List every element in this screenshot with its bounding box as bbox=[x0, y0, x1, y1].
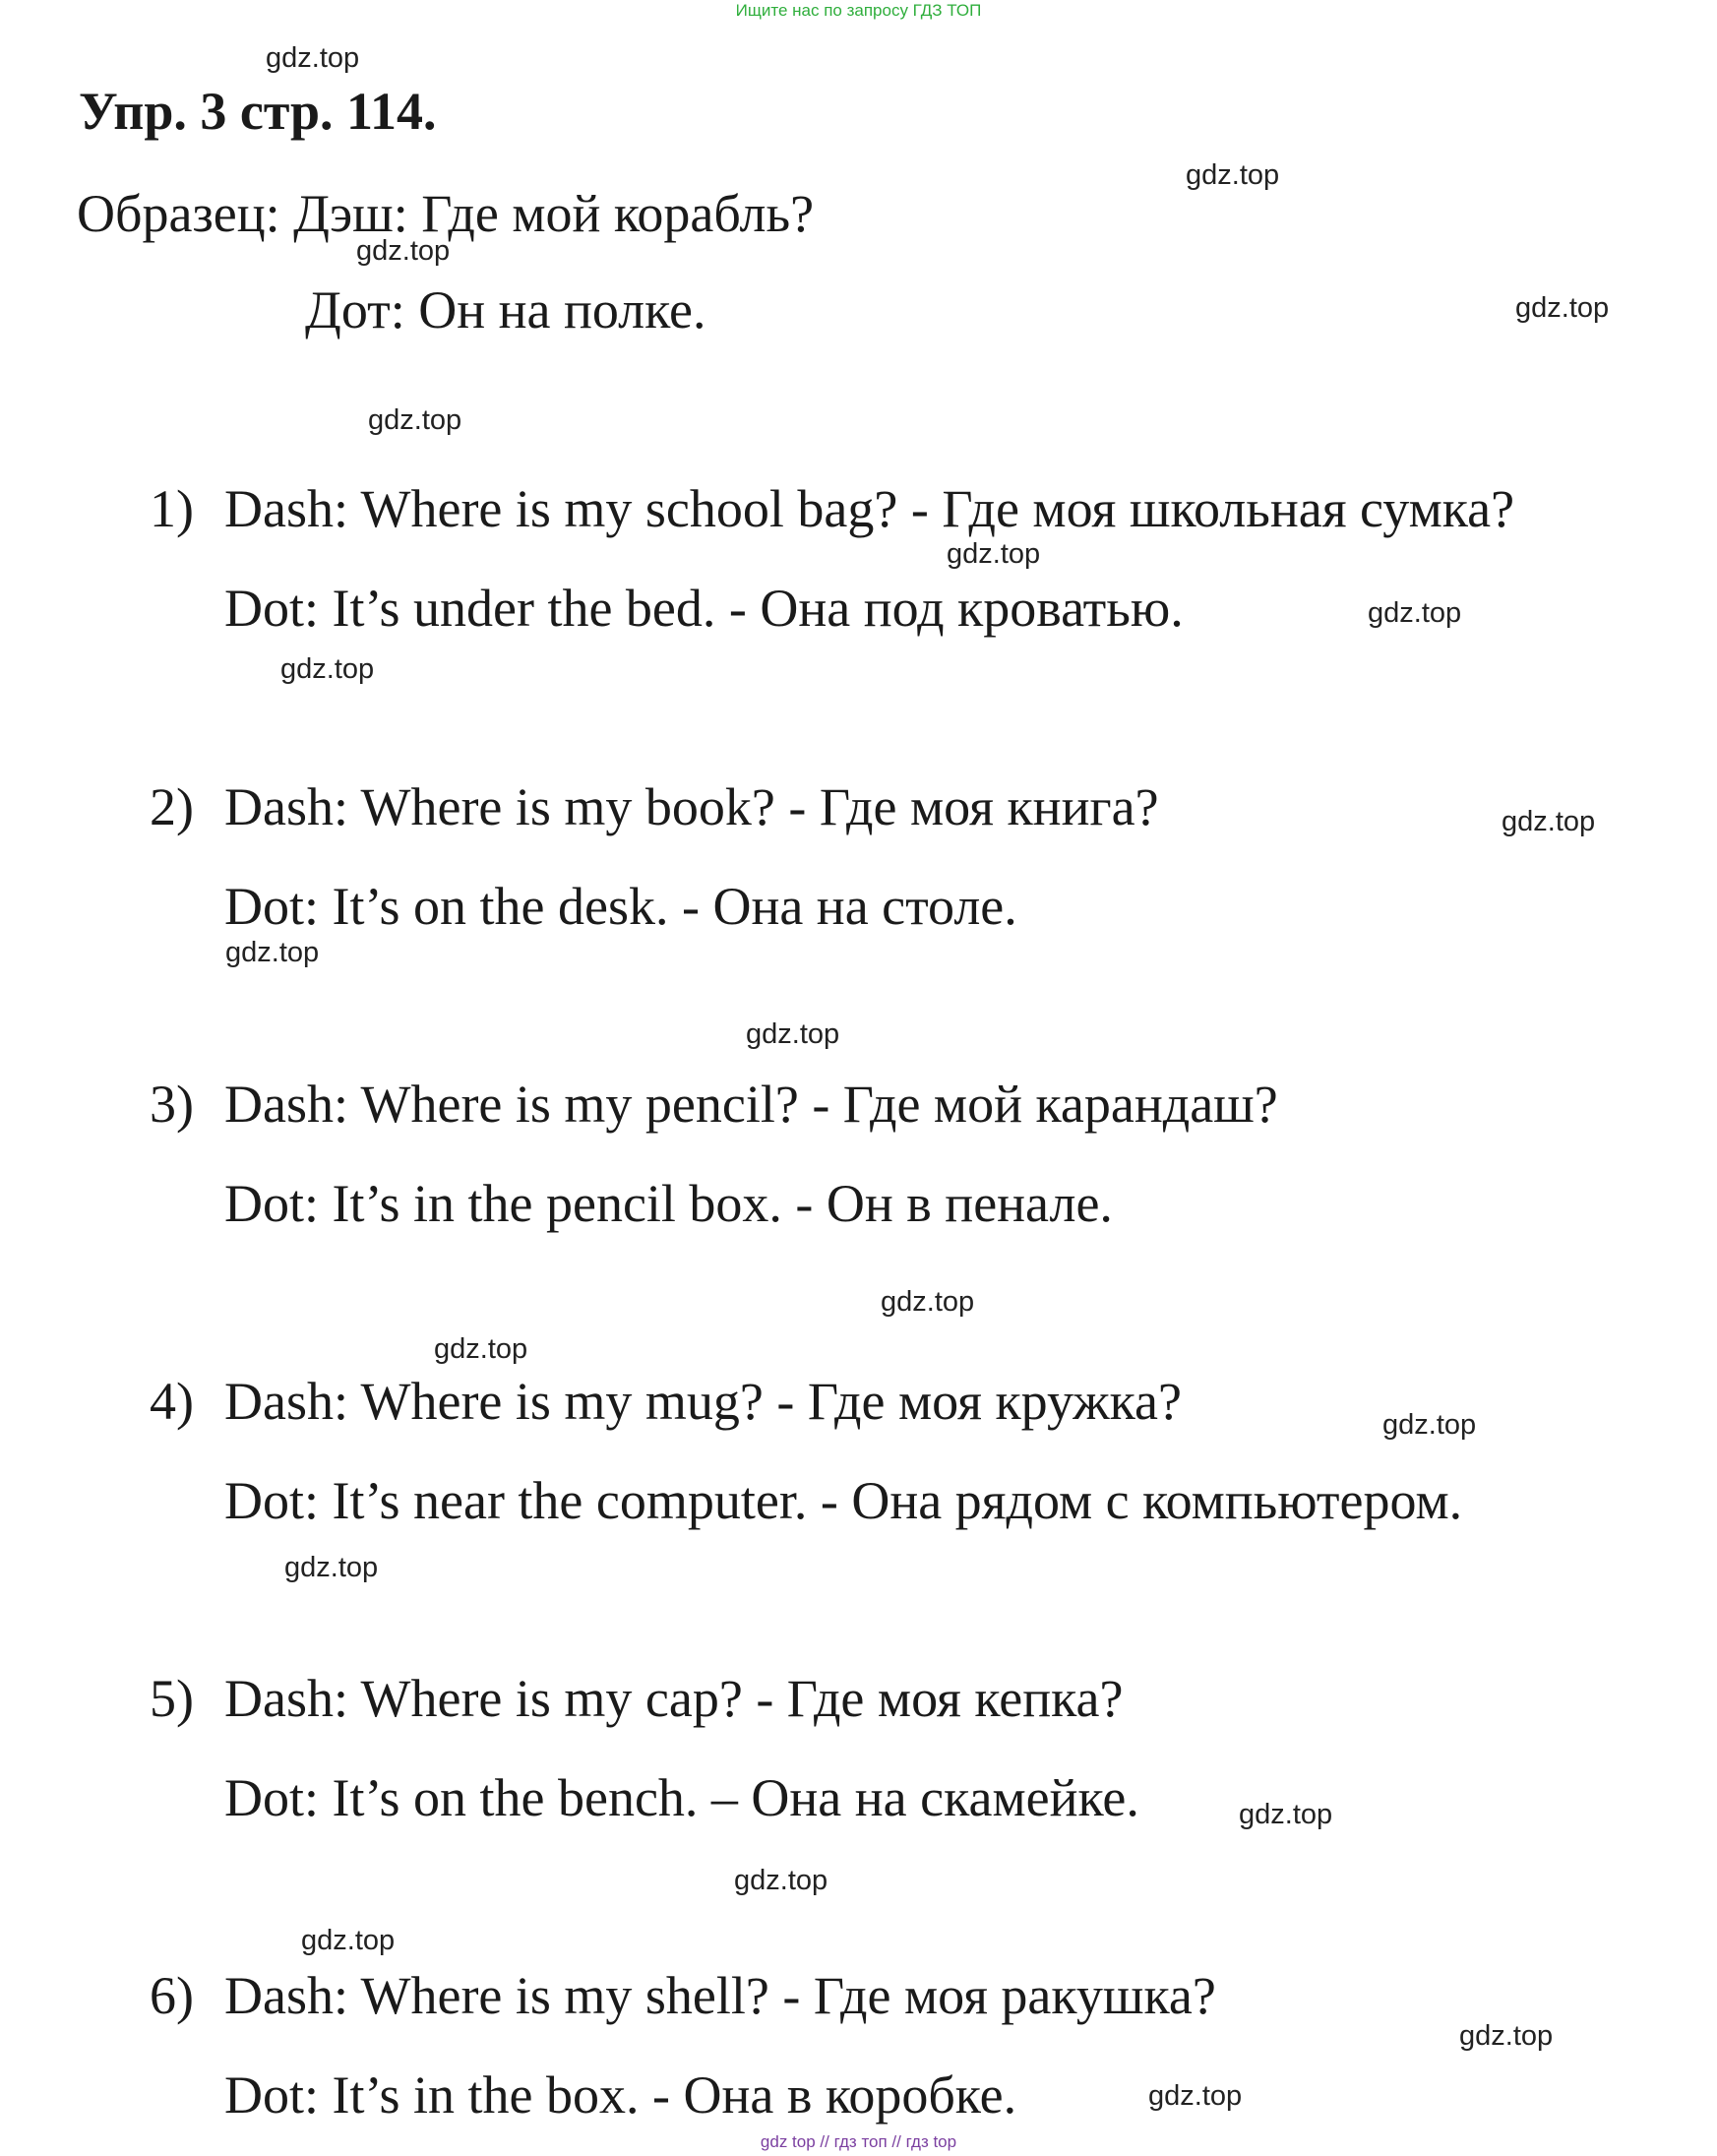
item-number: 6) bbox=[150, 1966, 194, 2025]
top-banner[interactable]: Ищите нас по запросу ГДЗ ТОП bbox=[735, 1, 982, 20]
footer[interactable]: gdz top // гдз топ // гдз top bbox=[760, 2132, 957, 2151]
dot-line: Dot: It’s on the bench. – Она на скамейке. bbox=[224, 1768, 1139, 1827]
watermark: gdz.top bbox=[734, 1865, 828, 1896]
dot-line: Dot: It’s in the pencil box. - Он в пенале. bbox=[224, 1174, 1113, 1233]
watermark: gdz.top bbox=[1502, 806, 1596, 837]
dash-line: Dash: Where is my cap? - Где моя кепка? bbox=[224, 1669, 1124, 1728]
watermark: gdz.top bbox=[881, 1286, 975, 1318]
watermark: gdz.top bbox=[1368, 597, 1462, 629]
watermark: gdz.top bbox=[947, 538, 1041, 570]
watermark: gdz.top bbox=[301, 1925, 396, 1956]
dash-line: Dash: Where is my shell? - Где моя ракушка? bbox=[224, 1966, 1216, 2025]
sample-line-2: Дот: Он на полке. bbox=[305, 280, 706, 339]
dot-line: Dot: It’s in the box. - Она в коробке. bbox=[224, 2065, 1017, 2125]
watermark: gdz.top bbox=[284, 1552, 379, 1583]
watermark: gdz.top bbox=[1459, 2020, 1554, 2052]
watermark: gdz.top bbox=[434, 1333, 528, 1365]
dash-line: Dash: Where is my school bag? - Где моя школьная сумка? bbox=[224, 479, 1515, 538]
dash-line: Dash: Where is my mug? - Где моя кружка? bbox=[224, 1372, 1182, 1431]
watermark: gdz.top bbox=[1515, 292, 1610, 324]
dot-line: Dot: It’s near the computer. - Она рядом с компьютером. bbox=[224, 1471, 1463, 1530]
watermark: gdz.top bbox=[1382, 1409, 1477, 1441]
item-number: 2) bbox=[150, 777, 194, 836]
watermark: gdz.top bbox=[1239, 1799, 1333, 1830]
dash-line: Dash: Where is my pencil? - Где мой карандаш? bbox=[224, 1075, 1278, 1134]
dash-line: Dash: Where is my book? - Где моя книга? bbox=[224, 777, 1159, 836]
item-number: 3) bbox=[150, 1075, 194, 1134]
watermark: gdz.top bbox=[225, 937, 320, 968]
dot-line: Dot: It’s on the desk. - Она на столе. bbox=[224, 877, 1017, 936]
item-number: 1) bbox=[150, 479, 194, 538]
watermark: gdz.top bbox=[368, 404, 462, 436]
dot-line: Dot: It’s under the bed. - Она под кроватью. bbox=[224, 579, 1184, 638]
watermark: gdz.top bbox=[746, 1018, 840, 1050]
watermark: gdz.top bbox=[356, 235, 451, 267]
item-number: 5) bbox=[150, 1669, 194, 1728]
watermark: gdz.top bbox=[280, 653, 375, 685]
page-title: Упр. 3 стр. 114. bbox=[79, 82, 437, 141]
watermark: gdz.top bbox=[1148, 2080, 1243, 2112]
sample-line-1: Образец: Дэш: Где мой корабль? bbox=[77, 184, 815, 243]
item-number: 4) bbox=[150, 1372, 194, 1431]
watermark: gdz.top bbox=[266, 42, 360, 74]
watermark: gdz.top bbox=[1186, 159, 1280, 191]
